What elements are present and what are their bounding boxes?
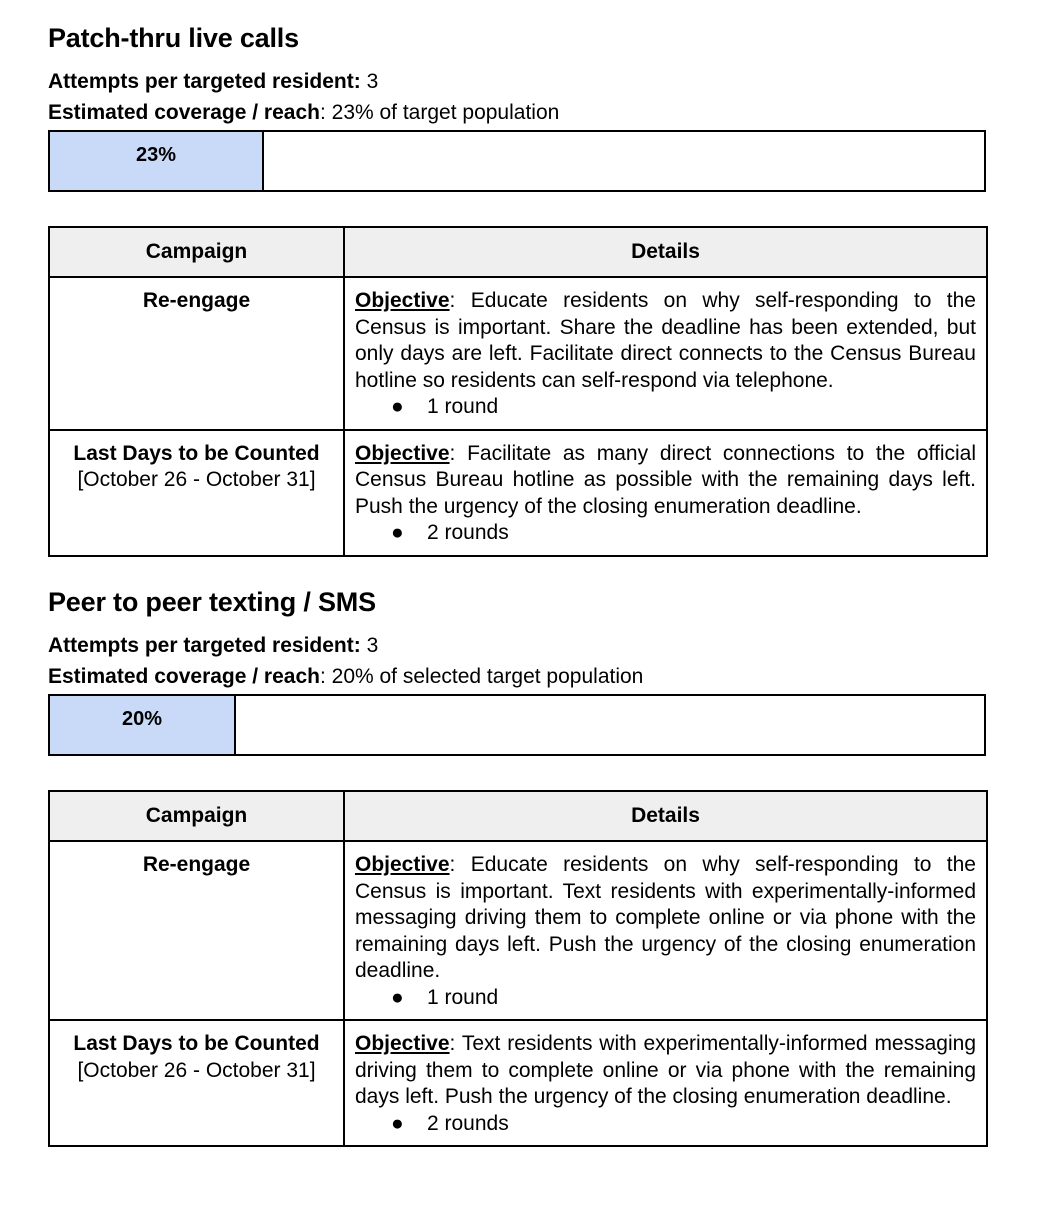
section-patch-thru xyxy=(48,22,986,128)
bullet-item xyxy=(355,1111,976,1138)
objective-text: : Educate residents on why self-responding to the Census is important. Text residents with experimentally-informed messaging driving them to complete online or via phone with the remaining days left. Push the urgency of the closing enumeration deadline. xyxy=(355,853,976,982)
progress-label: 20% xyxy=(121,708,163,730)
attempts-label: Attempts per targeted resident: xyxy=(48,634,361,657)
campaign-dates: [October 26 - October 31] xyxy=(77,1058,316,1082)
bullet-text: 2 rounds xyxy=(427,1111,509,1135)
coverage-label: Estimated coverage / reach xyxy=(48,665,320,688)
progress-label: 23% xyxy=(135,144,177,166)
bullet-text: 1 round xyxy=(427,395,499,418)
bullet-icon: ● xyxy=(391,1111,404,1135)
bullet-icon: ● xyxy=(391,395,404,418)
table-row xyxy=(49,841,987,1020)
campaign-table xyxy=(48,226,988,557)
attempts-line xyxy=(48,630,986,661)
bullet-item xyxy=(355,394,976,421)
column-header-details: Details xyxy=(344,227,987,277)
bullet-item xyxy=(355,520,976,547)
progress-wrapper xyxy=(48,694,986,756)
campaign-name: Last Days to be Counted xyxy=(73,1032,320,1055)
objective-text: : Educate residents on why self-responding to the Census is important. Share the deadline has been extended, but only days are left. Facilitate direct connects to the Census Bureau hotline so residents can self-respond via telephone. xyxy=(355,289,976,392)
campaign-dates: [October 26 - October 31] xyxy=(77,468,316,491)
section-title: Peer to peer texting / SMS xyxy=(48,587,376,617)
attempts-line xyxy=(48,66,986,97)
campaign-name: Last Days to be Counted xyxy=(73,441,320,465)
attempts-value: 3 xyxy=(360,634,379,657)
bullet-text: 2 rounds xyxy=(427,521,509,544)
coverage-line xyxy=(48,97,986,128)
table-header-row xyxy=(49,791,987,841)
coverage-line xyxy=(48,661,986,692)
section-peer-texting xyxy=(48,586,986,692)
bullet-item xyxy=(355,985,976,1012)
campaign-table xyxy=(48,790,988,1147)
objective-label: Objective xyxy=(355,289,450,312)
coverage-progress-bar xyxy=(48,130,986,192)
objective-text: : Facilitate as many direct connections to the official Census Bureau hotline as possible with the remaining days left. Push the urgency of the closing enumeration deadline. xyxy=(355,441,976,518)
objective-label: Objective xyxy=(355,1032,450,1055)
coverage-value: : 20% of selected target population xyxy=(319,665,644,688)
attempts-value: 3 xyxy=(360,70,379,93)
campaign-cell xyxy=(49,277,344,430)
campaign-table-wrapper xyxy=(48,226,986,557)
coverage-label: Estimated coverage / reach xyxy=(48,101,320,124)
campaign-cell xyxy=(49,1020,344,1146)
attempts-label: Attempts per targeted resident: xyxy=(48,70,361,93)
bullet-text: 1 round xyxy=(427,985,499,1009)
progress-fill xyxy=(50,132,264,190)
details-cell xyxy=(344,277,987,430)
table-header-row xyxy=(49,227,987,277)
campaign-cell xyxy=(49,430,344,556)
campaign-cell xyxy=(49,841,344,1020)
column-header-campaign: Campaign xyxy=(49,227,344,277)
bullet-icon: ● xyxy=(391,521,404,544)
bullet-icon: ● xyxy=(391,985,404,1009)
table-row xyxy=(49,430,987,556)
campaign-name: Re-engage xyxy=(142,853,251,876)
progress-fill xyxy=(50,696,236,754)
coverage-progress-bar xyxy=(48,694,986,756)
section-title: Patch-thru live calls xyxy=(48,23,299,53)
campaign-table-wrapper xyxy=(48,790,986,1147)
table-row xyxy=(49,1020,987,1146)
progress-wrapper xyxy=(48,130,986,192)
objective-label: Objective xyxy=(355,853,450,876)
details-cell xyxy=(344,430,987,556)
column-header-campaign: Campaign xyxy=(49,791,344,841)
objective-text: : Text residents with experimentally-informed messaging driving them to complete online or via phone with the remaining days left. Push the urgency of the closing enumeration deadline. xyxy=(355,1032,976,1108)
coverage-value: : 23% of target population xyxy=(319,101,560,124)
details-cell xyxy=(344,841,987,1020)
objective-label: Objective xyxy=(355,441,450,465)
column-header-details: Details xyxy=(344,791,987,841)
table-row xyxy=(49,277,987,430)
campaign-name: Re-engage xyxy=(142,289,251,312)
details-cell xyxy=(344,1020,987,1146)
